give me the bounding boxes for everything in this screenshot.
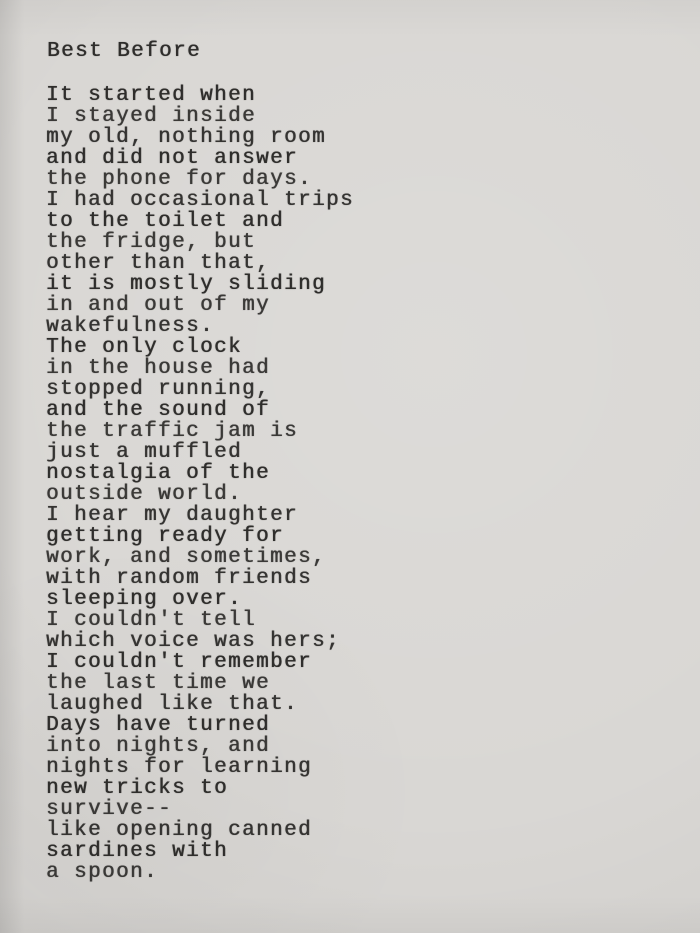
poem-line: it is mostly sliding <box>46 273 327 296</box>
poem-line: and the sound of <box>46 399 271 422</box>
poem-line: the fridge, but <box>46 231 257 254</box>
poem-line: the phone for days. <box>46 168 313 191</box>
poem-line: new tricks to <box>46 777 229 800</box>
poem-line: other than that, <box>46 252 271 275</box>
poem-line: sleeping over. <box>46 588 243 611</box>
poem-line: stopped running, <box>46 378 271 401</box>
poem-line: just a muffled <box>46 441 243 464</box>
poem-line: work, and sometimes, <box>46 546 327 569</box>
poem-line: in the house had <box>46 357 271 380</box>
poem-line: into nights, and <box>46 735 271 758</box>
poem-line: nights for learning <box>46 756 313 779</box>
poem-line: survive-- <box>46 798 173 821</box>
poem-line: with random friends <box>46 567 313 590</box>
poem-line: I hear my daughter <box>46 504 299 527</box>
poem-line: The only clock <box>46 336 243 359</box>
poem-line: wakefulness. <box>46 315 215 338</box>
poem-line: I couldn't tell <box>46 609 257 632</box>
poem-line: the traffic jam is <box>46 420 299 443</box>
poem-line: Days have turned <box>46 714 271 737</box>
poem-line: and did not answer <box>46 147 299 170</box>
poem-line: I stayed inside <box>46 105 257 128</box>
poem-line: the last time we <box>46 672 271 695</box>
poem-line: to the toilet and <box>46 210 285 233</box>
poem-line: a spoon. <box>46 861 159 884</box>
poem-body <box>46 85 354 883</box>
poem-title: Best Before <box>47 40 202 63</box>
poem-line: I couldn't remember <box>46 651 313 674</box>
poem-line: sardines with <box>46 840 229 863</box>
poem-line: which voice was hers; <box>46 630 341 653</box>
poem-line: in and out of my <box>46 294 271 317</box>
poem-line: my old, nothing room <box>46 126 327 149</box>
poem-line: like opening canned <box>46 819 313 842</box>
poem-line: outside world. <box>46 483 243 506</box>
poem-line: nostalgia of the <box>46 462 271 485</box>
poem-line: I had occasional trips <box>46 189 355 212</box>
poem-line: laughed like that. <box>46 693 299 716</box>
poem-line: It started when <box>46 84 257 107</box>
poem-line: getting ready for <box>46 525 285 548</box>
